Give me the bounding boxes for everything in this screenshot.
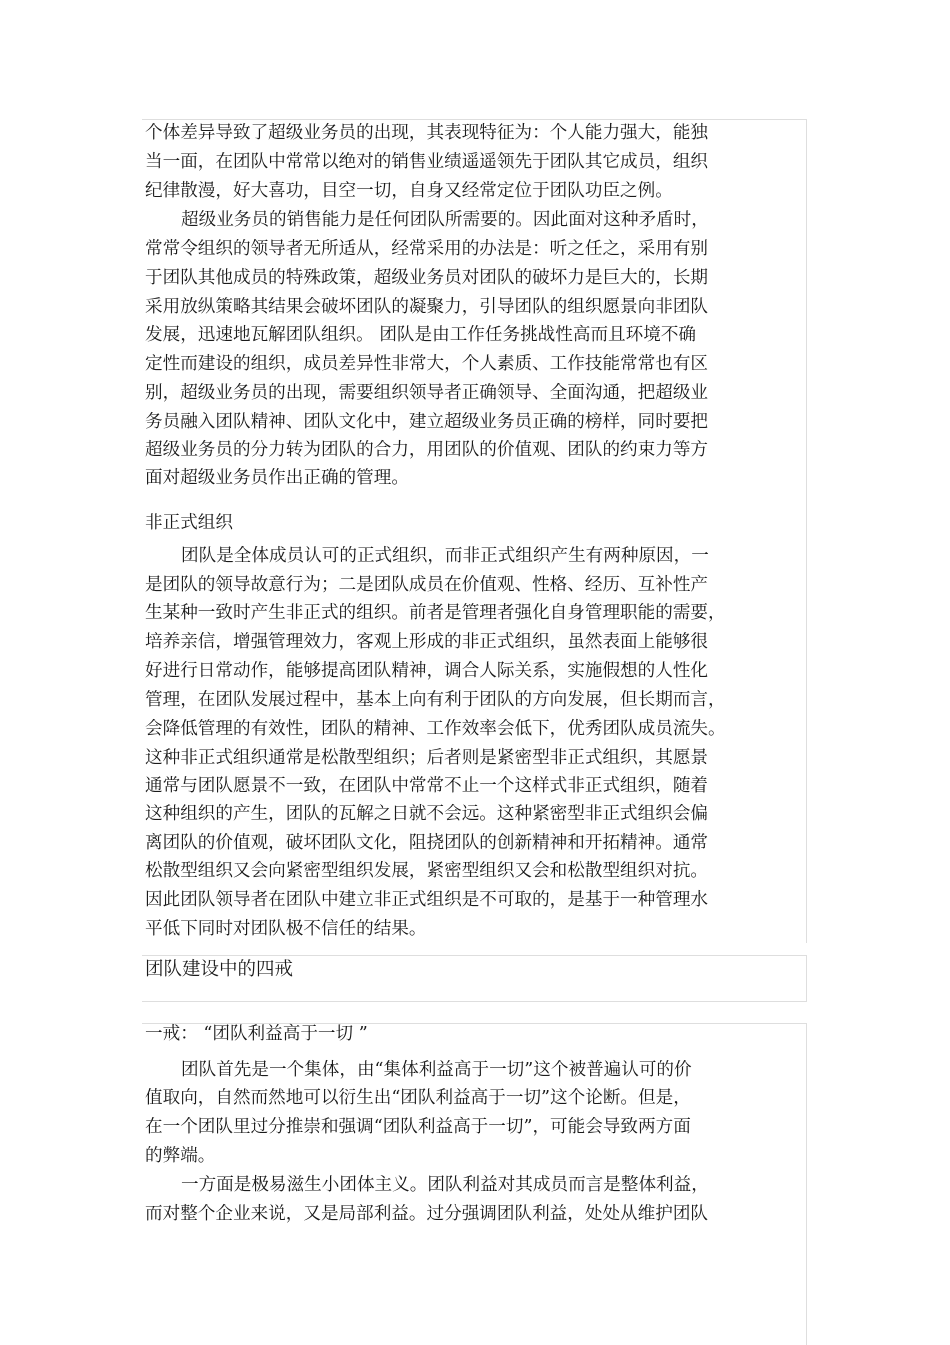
paragraph-line: 的弊端。 (145, 1146, 216, 1166)
paragraph-line: 个体差异导致了超级业务员的出现，其表现特征为：个人能力强大，能独 (145, 123, 709, 143)
paragraph-line: 平低下同时对团队极不信任的结果。 (145, 919, 427, 939)
paragraph-line: 这种非正式组织通常是松散型组织；后者则是紧密型非正式组织，其愿景 (145, 748, 709, 768)
paragraph-line: 团队首先是一个集体，由“集体利益高于一切”这个被普遍认可的价 (181, 1060, 692, 1080)
paragraph-line: 务员融入团队精神、团队文化中，建立超级业务员正确的榜样，同时要把 (145, 412, 709, 432)
paragraph-line: 于团队其他成员的特殊政策，超级业务员对团队的破坏力是巨大的，长期 (145, 268, 709, 288)
section-title: 团队建设中的四戒 (145, 959, 294, 980)
paragraph-line: 一方面是极易滋生小团体主义。团队利益对其成员而言是整体利益， (181, 1175, 709, 1195)
paragraph-line: 在一个团队里过分推崇和强调“团队利益高于一切”，可能会导致两方面 (145, 1117, 691, 1137)
subheading: 非正式组织 (145, 513, 233, 533)
paragraph-line: 这种组织的产生，团队的瓦解之日就不会远。这种紧密型非正式组织会偏 (145, 804, 709, 824)
paragraph-line: 常常令组织的领导者无所适从，经常采用的办法是：听之任之，采用有别 (145, 239, 709, 259)
paragraph-line: 管理，在团队发展过程中，基本上向有利于团队的方向发展，但长期而言， (145, 690, 726, 710)
paragraph-line: 培养亲信，增强管理效力，客观上形成的非正式组织，虽然表面上能够很 (145, 632, 709, 652)
paragraph-line: 离团队的价值观，破坏团队文化，阻挠团队的创新精神和开拓精神。通常 (145, 833, 709, 853)
paragraph-line: 采用放纵策略其结果会破坏团队的凝聚力，引导团队的组织愿景向非团队 (145, 297, 709, 317)
paragraph-line: 好进行日常动作，能够提高团队精神，调合人际关系，实施假想的人性化 (145, 661, 709, 681)
paragraph-line: 生某种一致时产生非正式的组织。前者是管理者强化自身管理职能的需要， (145, 603, 726, 623)
paragraph-line: 当一面，在团队中常常以绝对的销售业绩遥遥领先于团队其它成员，组织 (145, 152, 709, 172)
paragraph-line: 会降低管理的有效性，团队的精神、工作效率会低下，优秀团队成员流失。 (145, 719, 726, 739)
paragraph-line: 面对超级业务员作出正确的管理。 (145, 468, 409, 488)
paragraph-line: 团队是全体成员认可的正式组织，而非正式组织产生有两种原因，一 (181, 546, 709, 566)
paragraph-line: 发展，迅速地瓦解团队组织。 团队是由工作任务挑战性高而且环境不确 (145, 325, 697, 345)
paragraph-line: 因此团队领导者在团队中建立非正式组织是不可取的，是基于一种管理水 (145, 890, 709, 910)
paragraph-line: 值取向，自然而然地可以衍生出“团队利益高于一切”这个论断。但是， (145, 1088, 691, 1108)
paragraph-line: 而对整个企业来说，又是局部利益。过分强调团队利益，处处从维护团队 (145, 1204, 709, 1224)
paragraph-line: 纪律散漫，好大喜功，目空一切，自身又经常定位于团队功臣之例。 (145, 181, 673, 201)
paragraph-line: 定性而建设的组织，成员差异性非常大，个人素质、工作技能常常也有区 (145, 354, 709, 374)
paragraph-line: 通常与团队愿景不一致，在团队中常常不止一个这样式非正式组织，随着 (145, 776, 709, 796)
paragraph-line: 松散型组织又会向紧密型组织发展，紧密型组织又会和松散型组织对抗。 (145, 861, 709, 881)
paragraph-line: 超级业务员的销售能力是任何团队所需要的。因此面对这种矛盾时， (181, 210, 709, 230)
paragraph-line: 超级业务员的分力转为团队的合力，用团队的价值观、团队的约束力等方 (145, 440, 709, 460)
paragraph-line: 是团队的领导故意行为；二是团队成员在价值观、性格、经历、互补性产 (145, 575, 709, 595)
paragraph-line: 别，超级业务员的出现，需要组织领导者正确领导、全面沟通，把超级业 (145, 383, 709, 403)
section-heading: 一戒： “团队利益高于一切 ” (145, 1024, 368, 1044)
